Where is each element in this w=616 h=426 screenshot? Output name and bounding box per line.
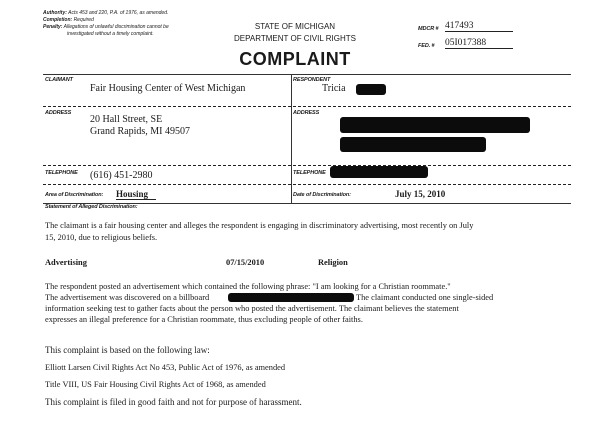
telephone-value: (616) 451-2980 <box>90 170 153 181</box>
address-row-divider <box>43 165 571 166</box>
area-value: Housing <box>116 189 156 200</box>
respondent-value: Tricia <box>322 83 346 94</box>
statement-label: Statement of Alleged Discrimination: <box>45 204 138 210</box>
telephone-row-divider <box>43 184 571 185</box>
fed-label: FED. # <box>418 43 435 49</box>
form-top-rule <box>43 74 571 75</box>
department-heading: DEPARTMENT OF CIVIL RIGHTS <box>234 34 356 43</box>
authority-text: Acts 453 and 220, P.A. of 1976, as amended. <box>68 10 169 16</box>
respondent-label: RESPONDENT <box>293 77 331 83</box>
claimant-label: CLAIMANT <box>45 77 73 83</box>
telephone-label: TELEPHONE <box>45 170 78 176</box>
respondent-telephone-redaction <box>330 166 428 178</box>
paragraph-line-2a: The advertisement was discovered on a billboard <box>45 293 210 302</box>
page-title: COMPLAINT <box>239 49 351 69</box>
completion-label: Completion: <box>43 17 73 23</box>
date-value: July 15, 2010 <box>395 189 446 199</box>
penalty-text-cont: investigated without a timely complaint. <box>67 31 154 37</box>
category-basis: Religion <box>318 258 348 267</box>
mdcr-label: MDCR # <box>418 26 439 32</box>
authority-line-1 <box>43 10 168 16</box>
authority-line-3 <box>43 24 169 30</box>
area-label: Area of Discrimination: <box>45 192 104 198</box>
address-label: ADDRESS <box>45 110 72 116</box>
address-line-2: Grand Rapids, MI 49507 <box>90 126 190 137</box>
claimant-value: Fair Housing Center of West Michigan <box>90 83 246 94</box>
category-date: 07/15/2010 <box>226 258 265 267</box>
authority-label: Authority: <box>43 10 67 16</box>
respondent-address-redaction-1 <box>340 117 530 133</box>
mdcr-value: 417493 <box>445 21 513 32</box>
fed-value: 05I017388 <box>445 38 513 49</box>
date-label: Date of Discrimination: <box>293 192 351 198</box>
respondent-name-redaction <box>356 84 386 95</box>
closing-statement: This complaint is filed in good faith and not for purpose of harassment. <box>45 397 302 407</box>
statement-intro-line-2: 15, 2010, due to religious beliefs. <box>45 233 158 242</box>
claimant-row-divider <box>43 106 571 107</box>
category-name: Advertising <box>45 258 87 267</box>
respondent-address-label: ADDRESS <box>293 110 320 116</box>
authority-line-2 <box>43 17 94 23</box>
statement-intro-line-1: The claimant is a fair housing center and alleges the respondent is engaging in discriminatory advertising, most recently on July <box>45 221 474 230</box>
law-heading: This complaint is based on the following law: <box>45 345 210 355</box>
paragraph-line-3: information seeking test to gather facts about the person who posted the advertisement. The claimant believes the statement <box>45 304 459 313</box>
respondent-address-redaction-2 <box>340 137 486 152</box>
law-item-2: Title VIII, US Fair Housing Civil Rights Act of 1968, as amended <box>45 380 266 389</box>
paragraph-line-1: The respondent posted an advertisement which contained the following phrase: "I am looking for a Christian roommate." <box>45 282 451 291</box>
penalty-text: Allegations of unlawful discrimination cannot be <box>63 24 169 30</box>
law-item-1: Elliott Larsen Civil Rights Act No 453, Public Act of 1976, as amended <box>45 363 286 372</box>
respondent-telephone-label: TELEPHONE <box>293 170 326 176</box>
completion-text: Required <box>73 17 94 23</box>
address-line-1: 20 Hall Street, SE <box>90 114 163 125</box>
state-heading: STATE OF MICHIGAN <box>254 22 336 31</box>
paragraph-line-2b: The claimant conducted one single-sided <box>356 293 494 302</box>
paragraph-line-4: expresses an illegal preference for a Christian roommate, thus excluding people of other faiths. <box>45 315 363 324</box>
penalty-label: Penalty: <box>43 24 63 30</box>
billboard-location-redaction <box>228 293 354 302</box>
